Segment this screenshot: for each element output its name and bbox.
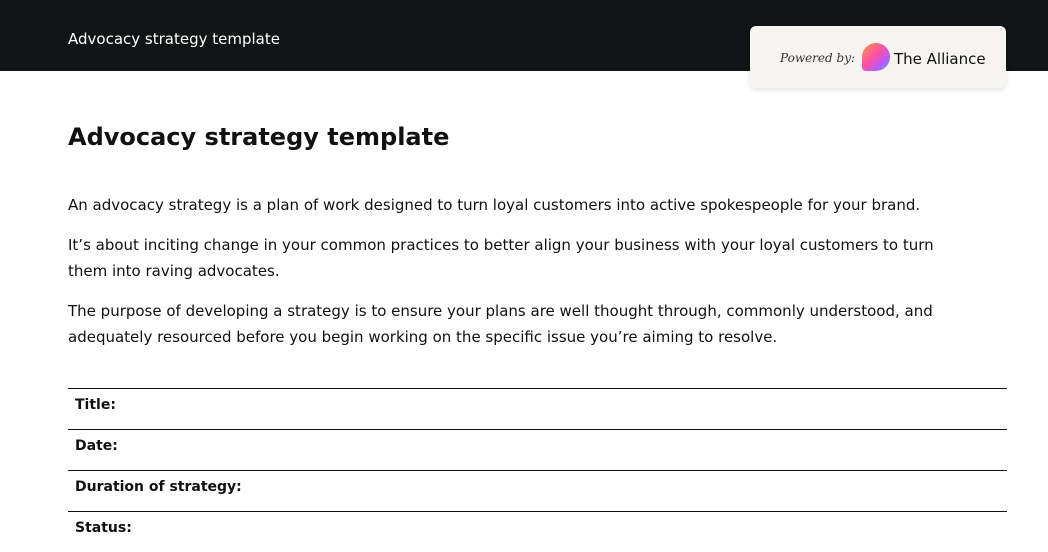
powered-by-label: Powered by: bbox=[780, 51, 856, 65]
brand-name: The Alliance bbox=[894, 50, 986, 68]
intro-paragraph-3: The purpose of developing a strategy is to ensure your plans are well thought through, commonly understood, and adequately resourced before you begin working on the specific issue you’re aiming to resolve. bbox=[68, 302, 933, 346]
strategy-info-table bbox=[68, 388, 1007, 552]
header-title: Advocacy strategy template bbox=[68, 30, 280, 48]
title-field-label: Title: bbox=[75, 397, 116, 413]
alliance-logo-icon bbox=[862, 43, 890, 71]
duration-field-label: Duration of strategy: bbox=[75, 479, 242, 495]
status-field-row[interactable] bbox=[68, 511, 1007, 552]
title-field-row[interactable] bbox=[68, 388, 1007, 429]
powered-by-card[interactable] bbox=[750, 26, 1006, 88]
intro-paragraph-2: It’s about inciting change in your common practices to better align your business with your loyal customers to turn them into raving advocates. bbox=[68, 236, 934, 280]
page-title: Advocacy strategy template bbox=[68, 123, 450, 151]
date-field-row[interactable] bbox=[68, 429, 1007, 470]
date-field-label: Date: bbox=[75, 438, 118, 454]
status-field-label: Status: bbox=[75, 520, 132, 536]
duration-field-row[interactable] bbox=[68, 470, 1007, 511]
intro-paragraph-1: An advocacy strategy is a plan of work designed to turn loyal customers into active spokespeople for your brand. bbox=[68, 196, 921, 214]
